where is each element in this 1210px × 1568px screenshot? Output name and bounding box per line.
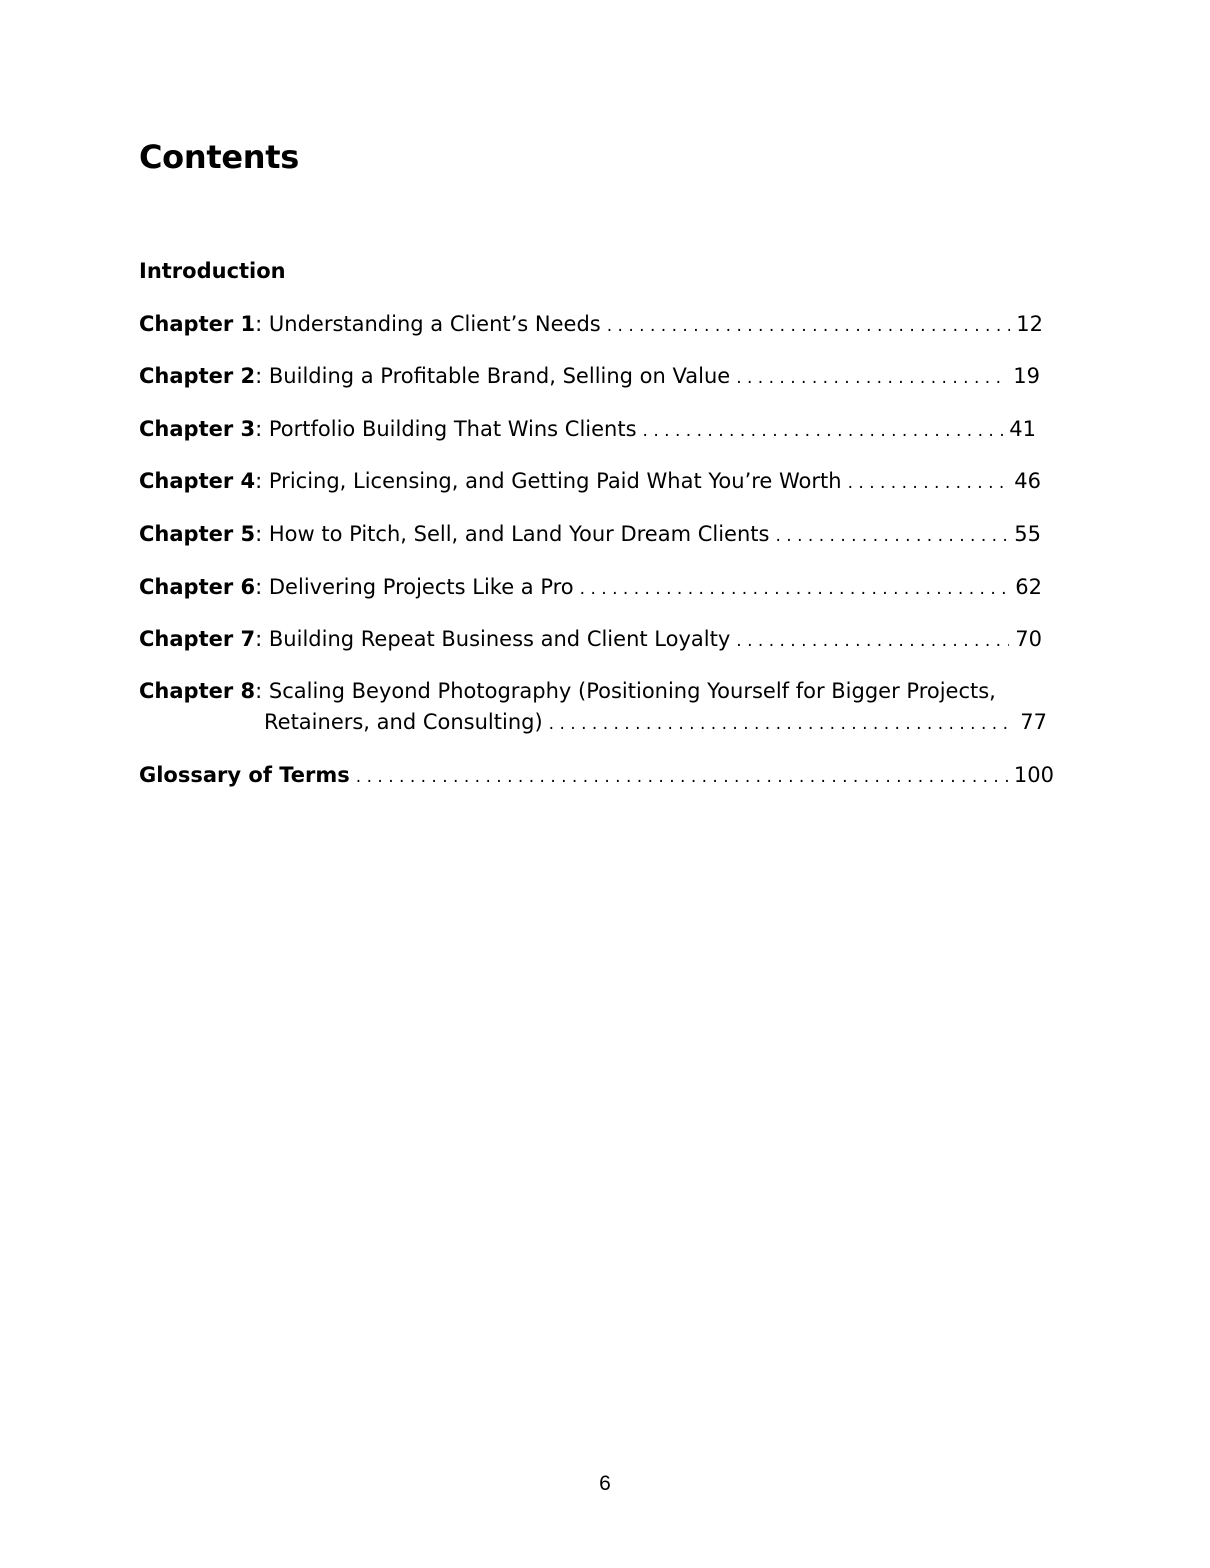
dot-leader [736, 627, 1009, 655]
toc-entry-chapter-5[interactable] [139, 520, 1041, 548]
toc-entry-chapter-3[interactable] [139, 415, 1036, 443]
toc-entry-label [139, 573, 574, 601]
dot-leader [580, 575, 1010, 603]
toc-entry-label [139, 310, 601, 338]
page-reference: 70 [1015, 627, 1042, 651]
toc-entry-label [139, 467, 842, 495]
chapter-title: : How to Pitch, Sell, and Land Your Dream Clients [255, 522, 770, 546]
chapter-title: : Pricing, Licensing, and Getting Paid What You’re Worth [255, 469, 842, 493]
chapter-number: Chapter 2 [139, 364, 256, 388]
glossary-label: Glossary of Terms [139, 763, 350, 787]
page-reference: 77 [1020, 710, 1047, 734]
dot-leader [356, 763, 1008, 791]
chapter-number: Chapter 7 [139, 627, 256, 651]
dot-leader [549, 709, 1015, 740]
dot-leader [736, 364, 1007, 392]
toc-introduction[interactable]: Introduction [139, 259, 286, 283]
page-title: Contents [139, 138, 299, 176]
toc-entry-chapter-8[interactable] [139, 676, 1047, 738]
chapter-title: : Building Repeat Business and Client Loyalty [255, 627, 731, 651]
chapter-number: Chapter 1 [139, 312, 256, 336]
chapter-number: Chapter 3 [139, 417, 256, 441]
page-reference: 41 [1009, 417, 1036, 441]
toc-entry-chapter-4[interactable] [139, 467, 1041, 495]
page-reference: 100 [1013, 763, 1054, 787]
chapter-number: Chapter 4 [139, 469, 256, 493]
chapter-title-continued: Retainers, and Consulting) [264, 710, 543, 734]
toc-entry-label [139, 676, 1047, 707]
dot-leader [607, 312, 1011, 340]
toc-entry-continuation [264, 707, 1047, 738]
toc-entry-label [139, 415, 637, 443]
dot-leader [643, 417, 1004, 445]
chapter-number: Chapter 5 [139, 522, 256, 546]
page-reference: 19 [1013, 364, 1040, 388]
page-reference: 62 [1015, 575, 1042, 599]
toc-entry-chapter-2[interactable] [139, 362, 1040, 390]
page-reference: 12 [1016, 312, 1043, 336]
chapter-number: Chapter 8 [139, 679, 256, 703]
page-number: 6 [599, 1472, 611, 1495]
toc-entry-label [139, 362, 730, 390]
chapter-title: : Building a Profitable Brand, Selling on Value [255, 364, 731, 388]
toc-entry-chapter-7[interactable] [139, 625, 1042, 653]
toc-entry-label [139, 625, 730, 653]
chapter-title: : Delivering Projects Like a Pro [255, 575, 574, 599]
chapter-title: : Portfolio Building That Wins Clients [255, 417, 637, 441]
dot-leader [848, 469, 1009, 497]
chapter-title: : Understanding a Client’s Needs [255, 312, 601, 336]
toc-entry-label [139, 520, 769, 548]
chapter-title: : Scaling Beyond Photography (Positioning Yourself for Bigger Projects, [255, 679, 996, 703]
toc-entry-chapter-1[interactable] [139, 310, 1043, 338]
page-reference: 55 [1014, 522, 1041, 546]
toc-entry-chapter-6[interactable] [139, 573, 1042, 601]
chapter-number: Chapter 6 [139, 575, 256, 599]
toc-entry-glossary[interactable] [139, 761, 1054, 789]
dot-leader [775, 522, 1008, 550]
toc-entry-label [139, 761, 350, 789]
page-reference: 46 [1014, 469, 1041, 493]
